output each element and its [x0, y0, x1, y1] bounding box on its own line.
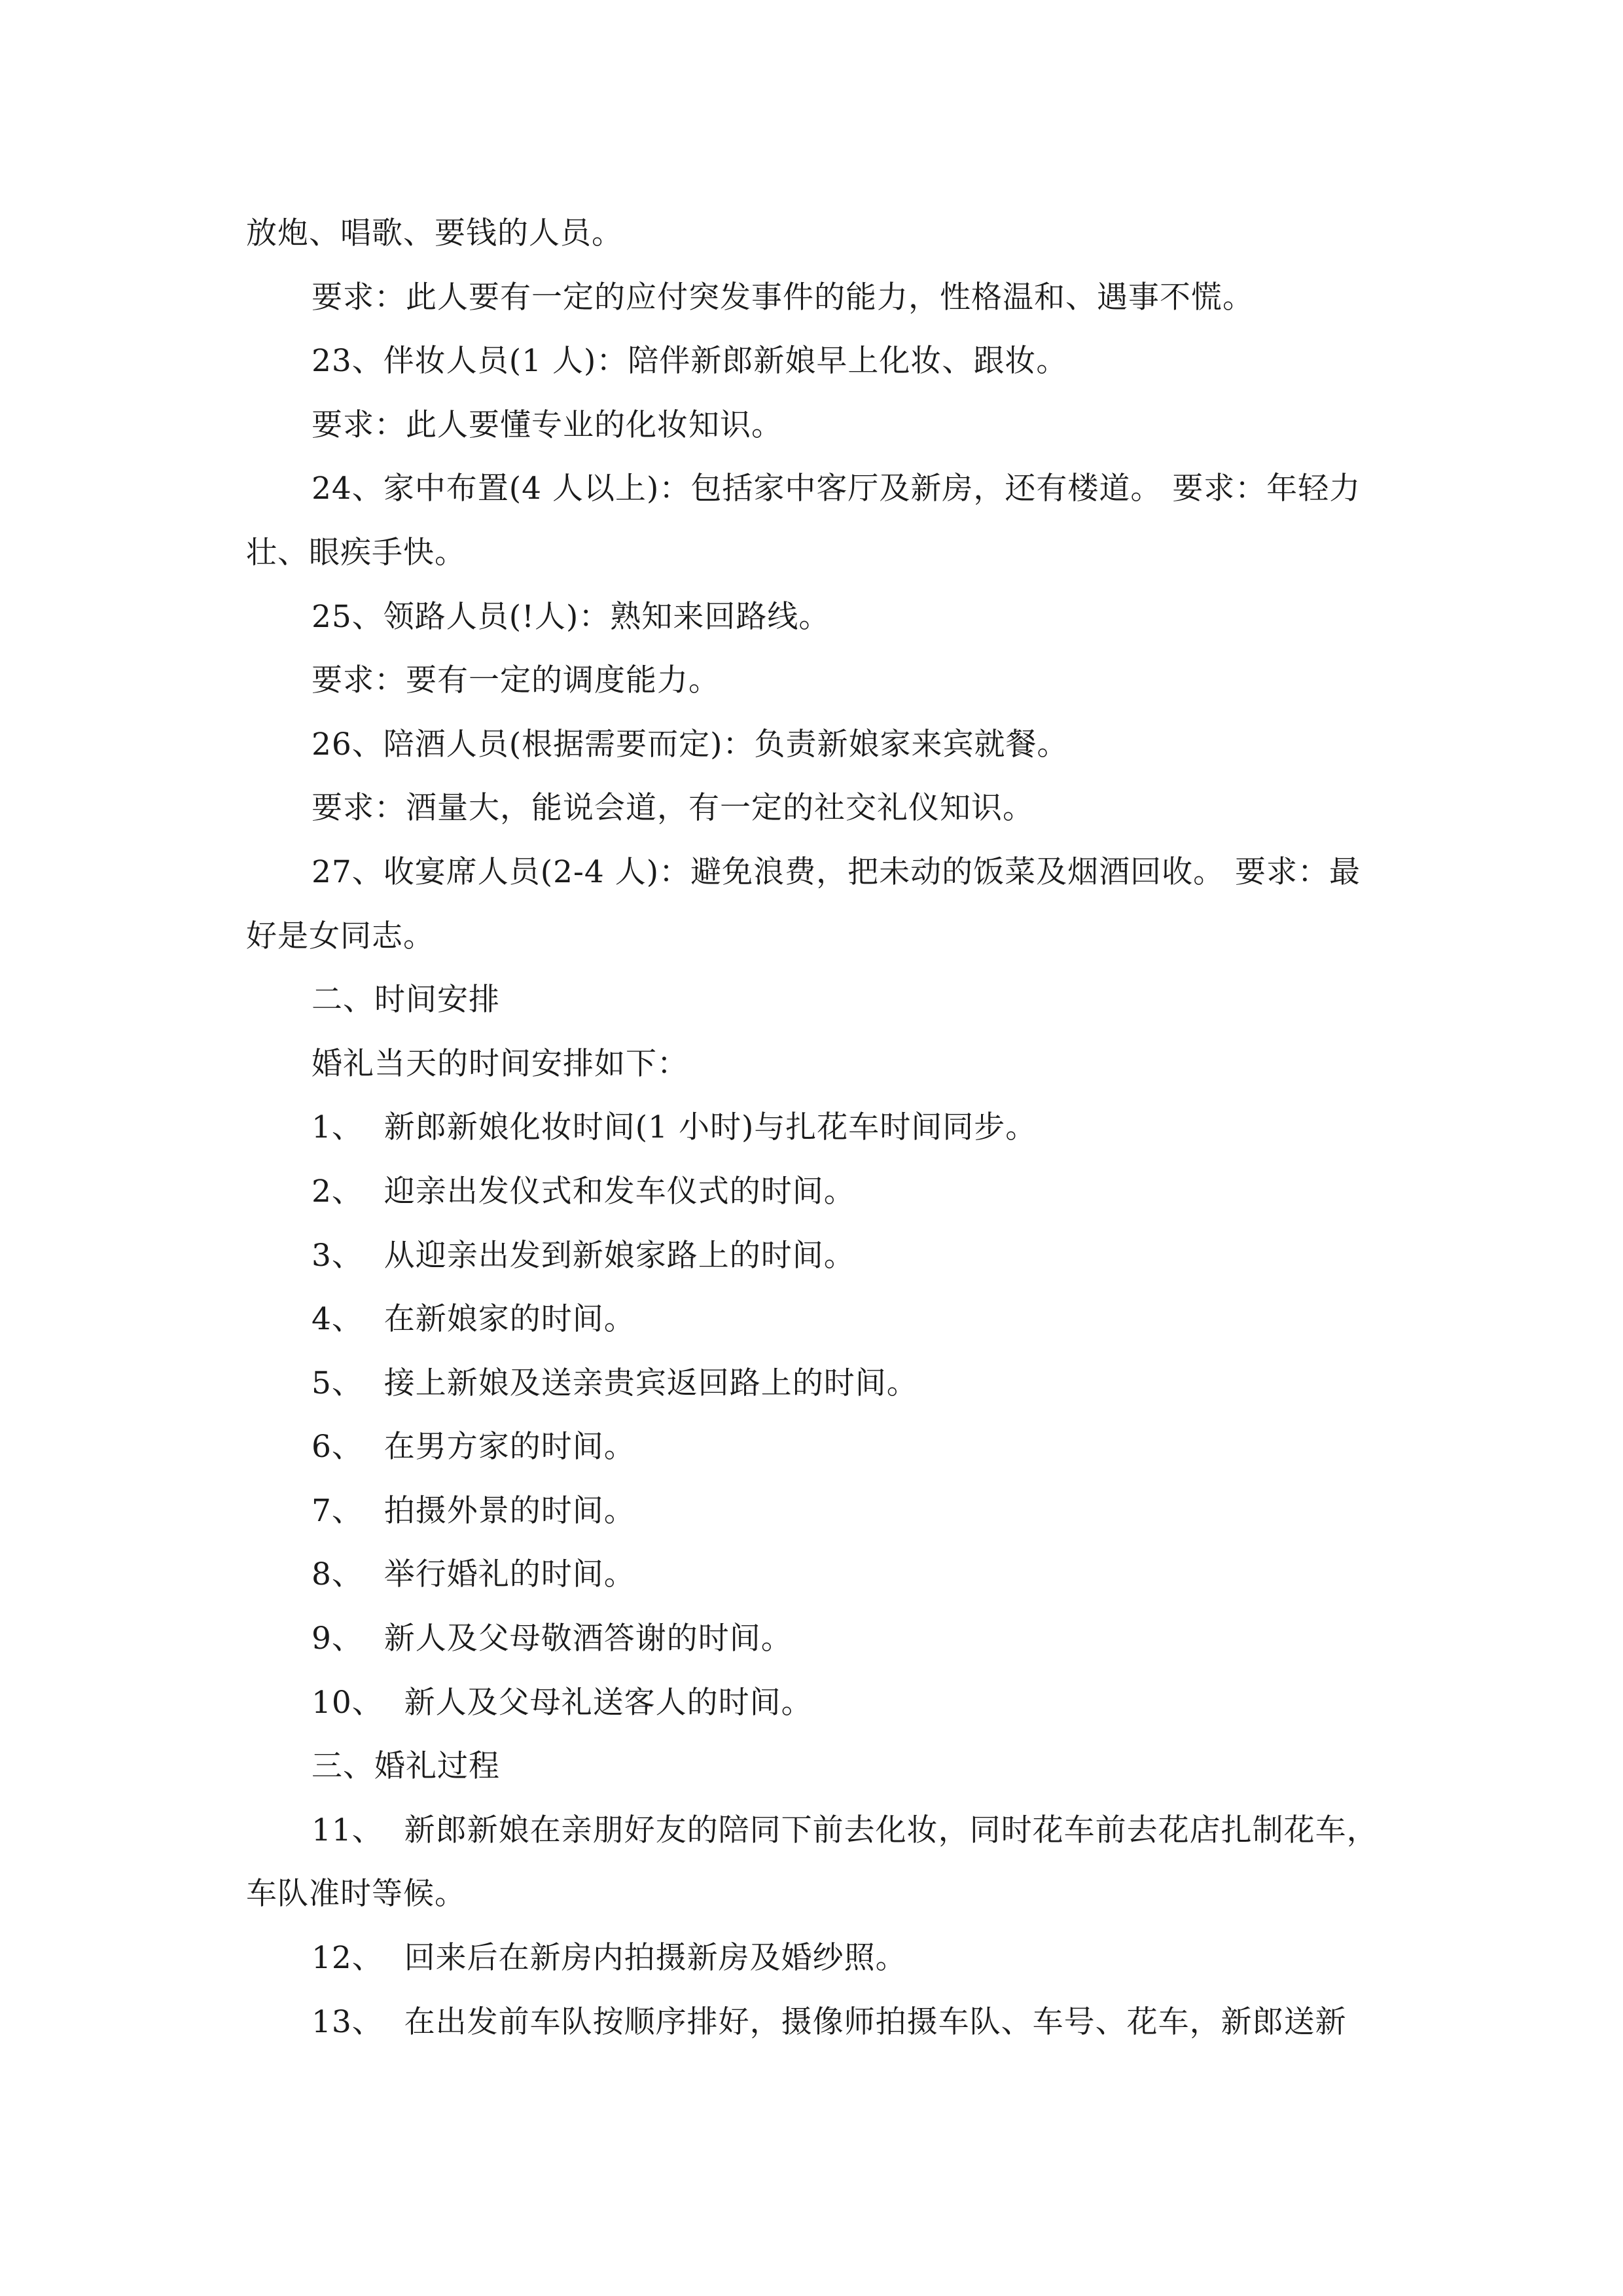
section-heading-time-schedule: 二、时间安排 — [312, 982, 500, 1018]
paragraph-requirement: 要求：此人要有一定的应付突发事件的能力，性格温和、遇事不慌。 — [312, 279, 1254, 315]
list-item-9: 9、 新人及父母敬酒答谢的时间。 — [312, 1621, 793, 1657]
paragraph-item-24: 24、家中布置(4 人以上)：包括家中客厅及新房，还有楼道。 要求：年轻力壮、眼疾手快。 — [246, 471, 1361, 571]
list-item-8: 8、 举行婚礼的时间。 — [312, 1556, 635, 1593]
paragraph-requirement: 要求：此人要懂专业的化妆知识。 — [312, 406, 783, 443]
list-item-6: 6、 在男方家的时间。 — [312, 1429, 635, 1465]
paragraph-item-23: 23、伴妆人员(1 人)：陪伴新郎新娘早上化妆、跟妆。 — [312, 343, 1068, 380]
paragraph-continuation: 放炮、唱歌、要钱的人员。 — [246, 215, 623, 251]
list-item-11: 11、 新郎新娘在亲朋好友的陪同下前去化妆，同时花车前去花店扎制花车，车队准时等候。 — [246, 1812, 1378, 1912]
list-item-10: 10、 新人及父母礼送客人的时间。 — [312, 1684, 813, 1721]
document-page — [246, 202, 1378, 2054]
paragraph-requirement: 要求：酒量大，能说会道，有一定的社交礼仪知识。 — [312, 790, 1034, 827]
list-item-13: 13、 在出发前车队按顺序排好，摄像师拍摄车队、车号、花车，新郎送新 — [312, 2003, 1347, 2040]
list-item-5: 5、 接上新娘及送亲贵宾返回路上的时间。 — [312, 1365, 918, 1401]
list-item-7: 7、 拍摄外景的时间。 — [312, 1492, 635, 1529]
list-item-3: 3、 从迎亲出发到新娘家路上的时间。 — [312, 1237, 855, 1274]
paragraph-intro: 婚礼当天的时间安排如下： — [312, 1045, 688, 1082]
section-heading-wedding-process: 三、婚礼过程 — [312, 1748, 500, 1785]
paragraph-item-27: 27、收宴席人员(2-4 人)：避免浪费，把未动的饭菜及烟酒回收。 要求：最好是女同志。 — [246, 853, 1361, 954]
paragraph-requirement: 要求：要有一定的调度能力。 — [312, 662, 720, 699]
list-item-4: 4、 在新娘家的时间。 — [312, 1301, 635, 1338]
list-item-2: 2、 迎亲出发仪式和发车仪式的时间。 — [312, 1173, 855, 1210]
list-item-1: 1、 新郎新娘化妆时间(1 小时)与扎花车时间同步。 — [312, 1109, 1037, 1146]
paragraph-item-25: 25、领路人员(!人)：熟知来回路线。 — [312, 598, 830, 635]
paragraph-item-26: 26、陪酒人员(根据需要而定)：负责新娘家来宾就餐。 — [312, 726, 1069, 762]
list-item-12: 12、 回来后在新房内拍摄新房及婚纱照。 — [312, 1940, 907, 1977]
